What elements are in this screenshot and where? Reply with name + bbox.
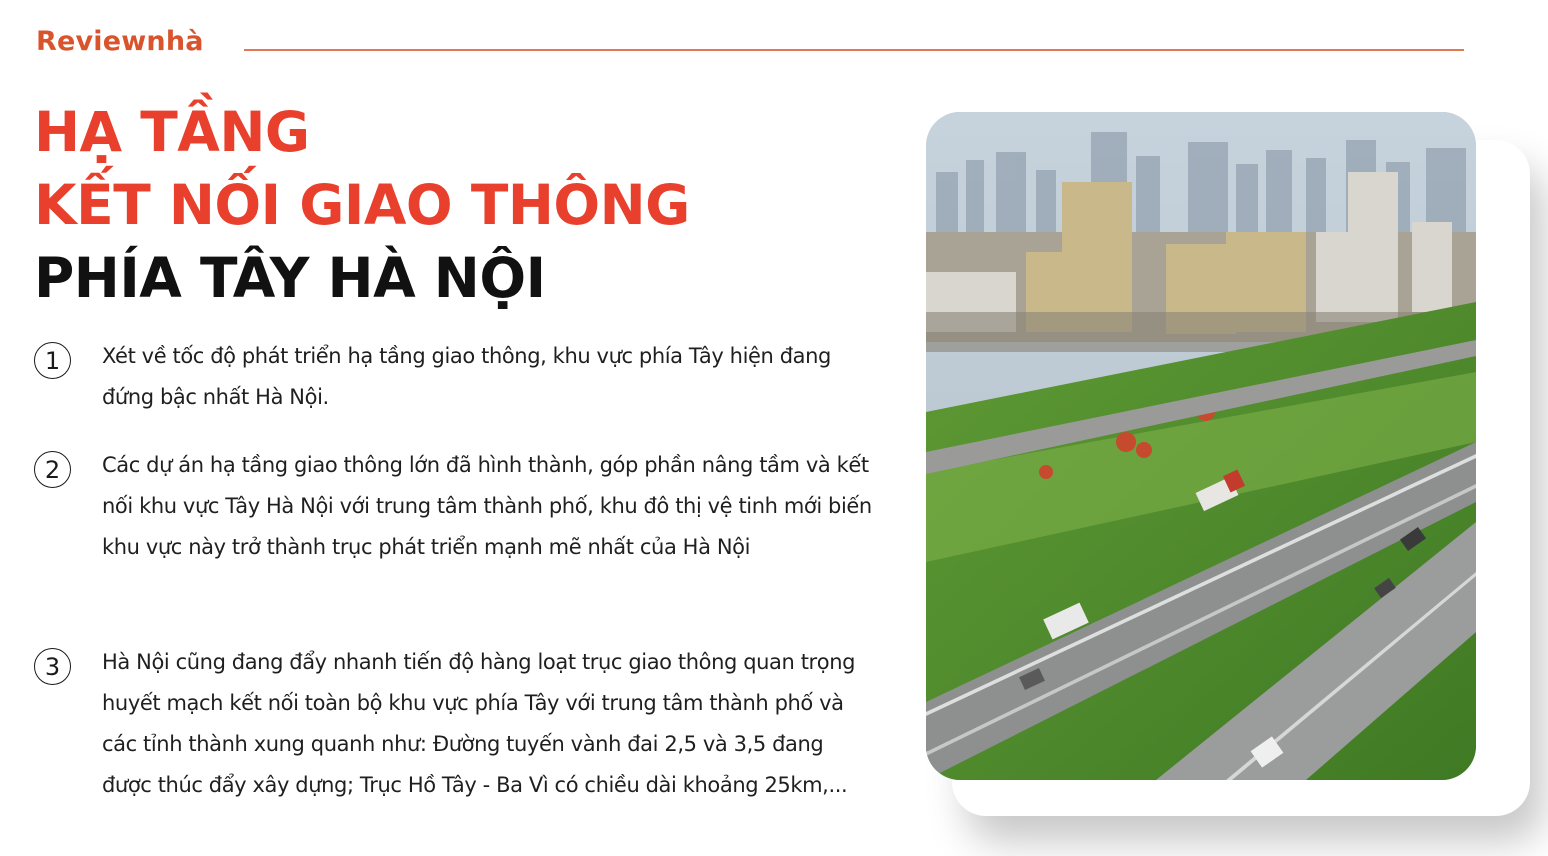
title-line-2: KẾT NỐI GIAO THÔNG [34, 173, 690, 237]
page-title [34, 96, 690, 315]
title-line-1: HẠ TẦNG [34, 100, 310, 164]
number-badge: 1 [34, 342, 71, 379]
highway-aerial-photo [926, 112, 1476, 780]
number-badge: 3 [34, 648, 71, 685]
brand-logo: Reviewnhà [36, 26, 204, 57]
point-text: Các dự án hạ tầng giao thông lớn đã hình thành, góp phần nâng tầm và kết nối khu vực Tây Hà Nội với trung tâm thành phố, khu đô thị vệ tinh mới biến khu vực này trở thành trục phát triển mạnh mẽ nhất của Hà Nội [102, 453, 872, 559]
point-text: Xét về tốc độ phát triển hạ tầng giao thông, khu vực phía Tây hiện đang đứng bậc nhất Hà Nội. [102, 344, 831, 409]
header-divider [244, 49, 1464, 51]
point-text: Hà Nội cũng đang đẩy nhanh tiến độ hàng loạt trục giao thông quan trọng huyết mạch kết nối toàn bộ khu vực phía Tây với trung tâm thành phố và các tỉnh thành xung quanh như: Đường tuyến vành đai 2,5 và 3,5 đang được thúc đẩy xây dựng; Trục Hồ Tây - Ba Vì có chiều dài khoảng 25km,... [102, 650, 856, 797]
number-badge: 2 [34, 451, 71, 488]
title-line-3: PHÍA TÂY HÀ NỘI [34, 246, 546, 310]
highway-illustration [926, 112, 1476, 780]
